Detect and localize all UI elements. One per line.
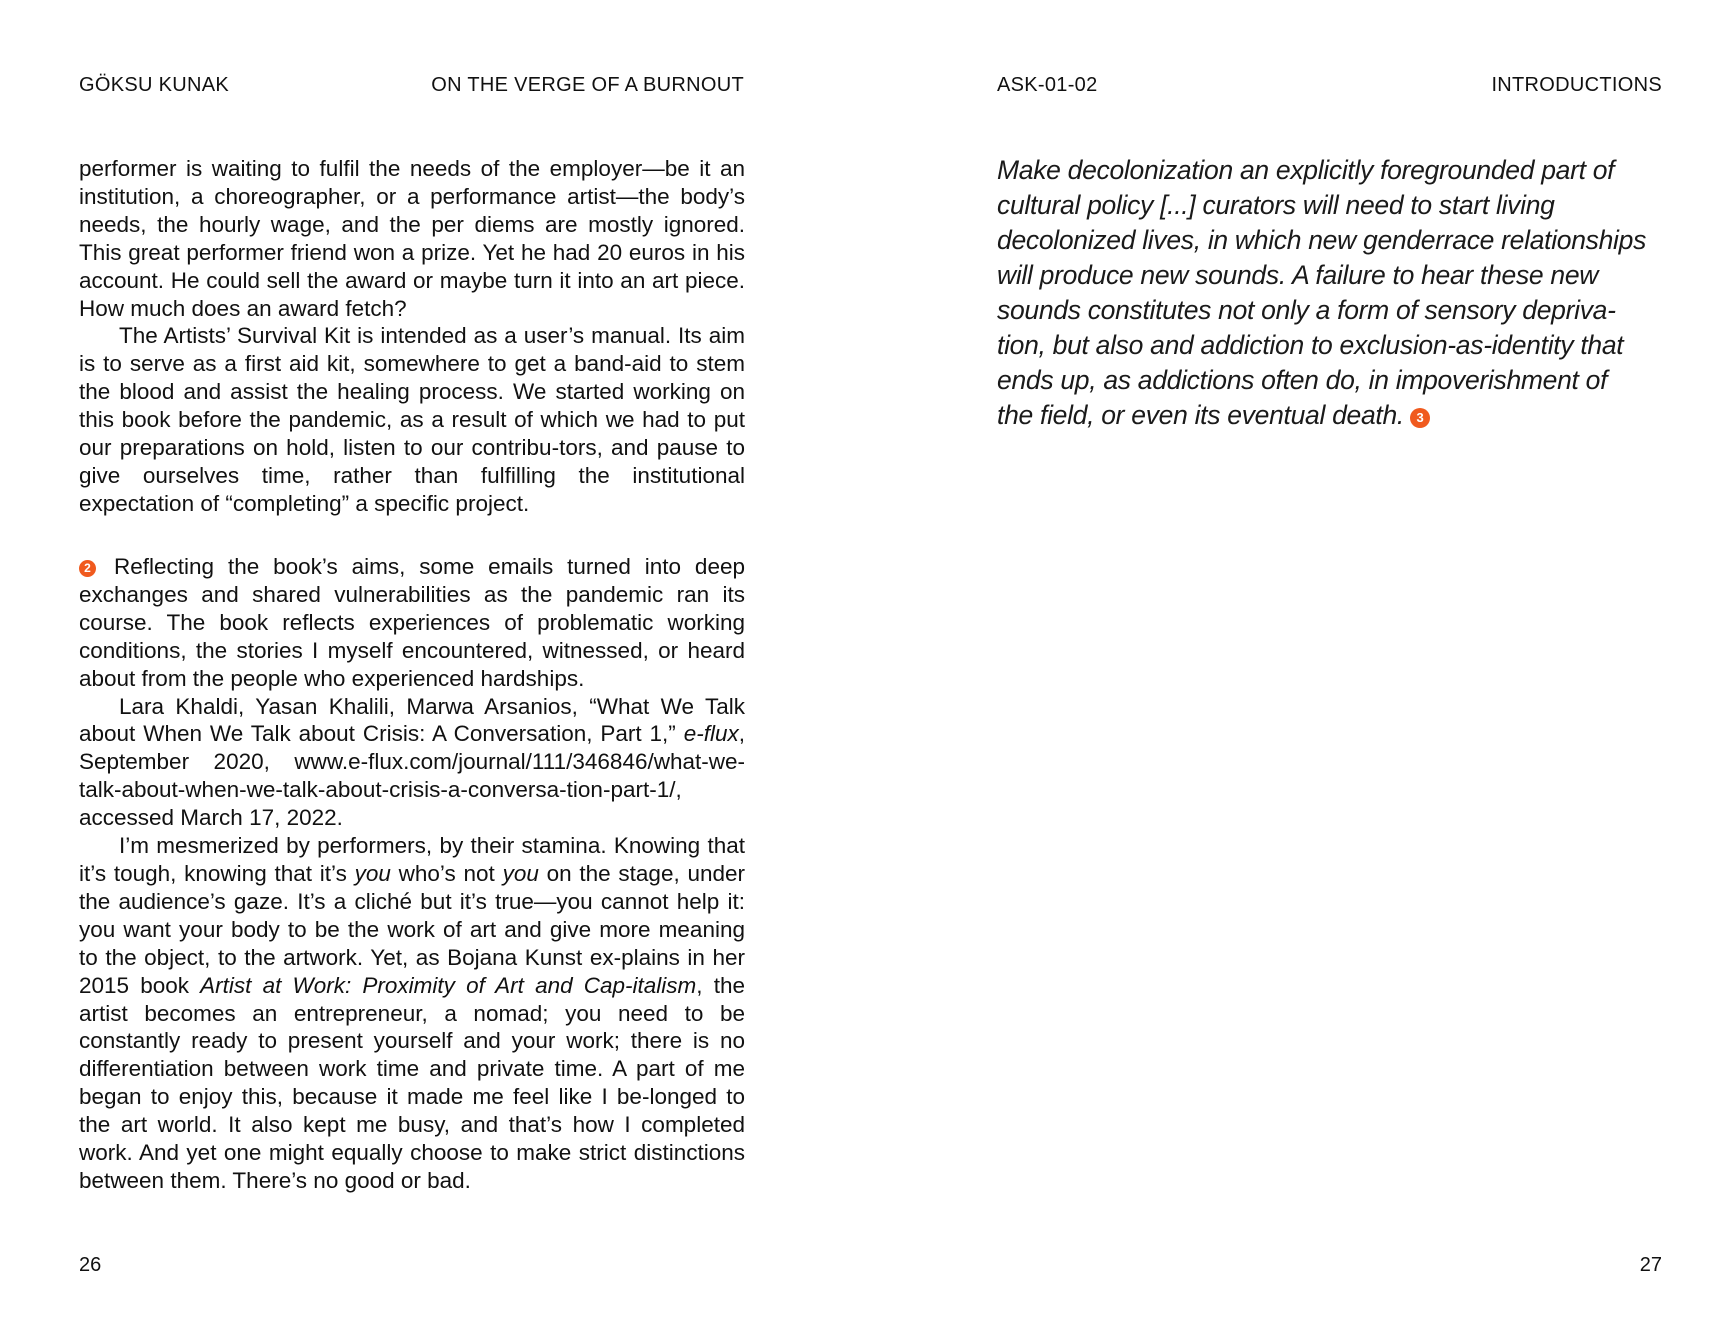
quote-line: will produce new sounds. A failure to hear these new [997, 260, 1599, 290]
citation-text-b: , September 2020, www.e-flux.com/journal/111/346846/what-we-talk-about-when-we-talk-about-crisis-a-conversa-tion-part-1/, accessed March 17, 2022. [79, 721, 745, 831]
body-text-block-1 [79, 155, 745, 518]
right-page [866, 0, 1732, 1338]
paragraph-3 [79, 553, 745, 693]
page-number-left: 26 [79, 1254, 102, 1276]
quote-line-last [997, 398, 1677, 433]
running-head-code: ASK-01-02 [997, 74, 1098, 96]
paragraph-5 [79, 832, 745, 1195]
para5-text-a: I’m mesmerized by performers, by their stamina. Knowing that it’s tough, knowing that it’s [79, 833, 745, 886]
quote-line: decolonized lives, in which new genderrace relationships [997, 225, 1647, 255]
quote-line: tion, but also and addiction to exclusion-as-identity that [997, 330, 1624, 360]
page-number-right: 27 [1639, 1254, 1662, 1276]
quote-line: sounds constitutes not only a form of sensory depriva- [997, 295, 1616, 325]
para5-em-2: you [502, 860, 539, 886]
para5-book-title: Artist at Work: Proximity of Art and Cap-italism [200, 972, 697, 998]
citation-journal: e-flux [683, 721, 739, 747]
quote-line: cultural policy [...] curators will need to start living [997, 190, 1555, 220]
citation-text-a: Lara Khaldi, Yasan Khalili, Marwa Arsanios, “What We Talk about When We Talk about Crisis: A Conversation, Part 1,” [79, 693, 745, 747]
paragraph-3-text: Reflecting the book’s aims, some emails turned into deep exchanges and shared vulnerabilities as the pandemic ran its course. The book reflects experiences of problematic working conditions, the stories I myself encountered, witnessed, or heard about from the people who experienced hardships. [79, 554, 745, 691]
running-head-section: INTRODUCTIONS [1491, 74, 1662, 96]
paragraph-2: The Artists’ Survival Kit is intended as a user’s manual. Its aim is to serve as a first aid kit, somewhere to get a band-aid to stem the blood and assist the healing process. We started working on this book before the pandemic, as a result of which we had to put our preparations on hold, listen to our contribu-tors, and pause to give ourselves time, rather than fulfilling the institutional expectation of “completing” a specific project. [79, 323, 745, 516]
para5-text-d: , the artist becomes an entrepreneur, a nomad; you need to be constantly ready to present yourself and your work; there is no differentiation between work time and private time. A part of me began to enjoy this, because it made me feel like I be-longed to the art world. It also kept me busy, and that’s how I completed work. And yet one might equally choose to make strict distinctions between them. There’s no good or bad. [79, 972, 745, 1193]
running-head-author: GÖKSU KUNAK [79, 74, 229, 96]
paragraph-4-citation [79, 693, 745, 833]
note-marker-3: 3 [1410, 408, 1430, 428]
quote-line: Make decolonization an explicitly foregrounded part of [997, 155, 1615, 185]
para5-em-1: you [354, 860, 391, 886]
note-marker-2: 2 [79, 560, 96, 577]
running-head-title: ON THE VERGE OF A BURNOUT [431, 74, 744, 96]
quote-line-text: the field, or even its eventual death. [997, 400, 1404, 430]
quote-line: ends up, as addictions often do, in impoverishment of [997, 365, 1608, 395]
para5-text-c: on the stage, under the audience’s gaze. It’s a cliché but it’s true—you cannot help it: you want your body to be the work of art and give more meaning to the object, to the artwork. Yet, as Bojana Kunst ex-plains in her 2015 book [79, 860, 746, 998]
epigraph-quote [997, 153, 1677, 433]
paragraph-1: performer is waiting to fulfil the needs of the employer—be it an institution, a choreographer, or a performance artist—the body’s needs, the hourly wage, and the per diems are mostly ignored. This great performer friend won a prize. Yet he had 20 euros in his account. He could sell the award or maybe turn it into an art piece. How much does an award fetch? [79, 156, 745, 321]
para5-text-b: who’s not [390, 860, 503, 886]
body-text-block-2 [79, 553, 745, 1195]
